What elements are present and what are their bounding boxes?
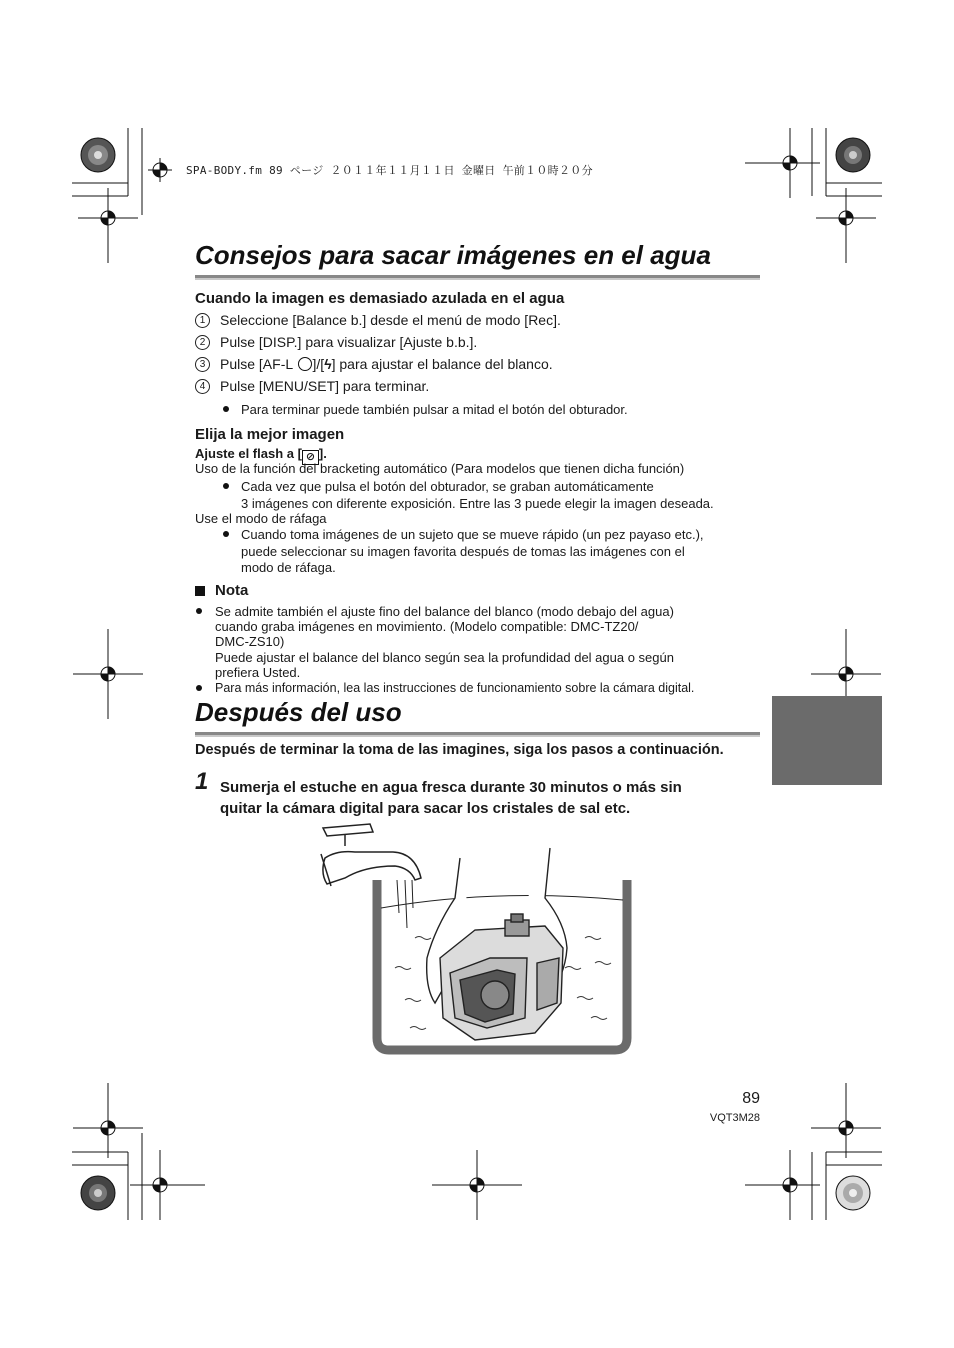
note-text: Para más información, lea las instrucciones de funcionamiento sobre la cámara digital. xyxy=(215,681,695,695)
step-instruction xyxy=(220,777,682,819)
bullet-text: Cuando toma imágenes de un sujeto que se mueve rápido (un pez payaso etc.), xyxy=(241,527,704,542)
bullet-text: modo de ráfaga. xyxy=(241,560,336,575)
bullet-icon xyxy=(196,608,202,614)
bullet-text: 3 imágenes con diferente exposición. Entre las 3 puede elegir la imagen deseada. xyxy=(241,496,714,511)
step-text-part: Pulse [AF-L xyxy=(220,356,297,372)
flash-setting-label: Ajuste el flash a [ xyxy=(195,446,302,461)
note-text: prefiera Usted. xyxy=(215,665,301,680)
step-text: Seleccione [Balance b.] desde el menú de modo [Rec]. xyxy=(220,312,561,328)
document-code: VQT3M28 xyxy=(709,1112,760,1124)
rinse-case-illustration xyxy=(315,818,635,1058)
step-instruction-line: Sumerja el estuche en agua fresca durante 30 minutos o más sin xyxy=(220,779,682,796)
bullet-text: Para terminar puede también pulsar a mitad el botón del obturador. xyxy=(241,402,628,417)
note-title: Nota xyxy=(215,582,249,599)
page-number: 89 xyxy=(742,1090,760,1107)
step-text: Pulse [DISP.] para visualizar [Ajuste b.b.]. xyxy=(220,334,478,350)
burst-text: Use el modo de ráfaga xyxy=(195,511,327,526)
bullet-icon xyxy=(223,406,229,412)
flash-icon: ϟ xyxy=(324,356,332,372)
file-header: SPA-BODY.fm 89 ページ ２０１１年１１月１１日 金曜日 午前１０時２０分 xyxy=(186,164,593,177)
flash-off-icon: ⊘ xyxy=(302,450,319,465)
step-text xyxy=(220,357,553,373)
side-tab xyxy=(772,696,882,785)
bracketing-text: Uso de la función del bracketing automático (Para modelos que tienen dicha función) xyxy=(195,461,685,476)
step-instruction-line: quitar la cámara digital para sacar los cristales de sal etc. xyxy=(220,800,631,817)
step-number: 1 xyxy=(195,313,210,328)
self-timer-icon xyxy=(298,357,312,371)
bullet-text: puede seleccionar su imagen favorita después de tomas las imágenes con el xyxy=(241,544,685,559)
note-text: Puede ajustar el balance del blanco según sea la profundidad del agua o según xyxy=(215,650,674,665)
step-number: 3 xyxy=(195,357,210,372)
note-text: DMC-ZS10) xyxy=(215,634,285,649)
flash-setting-label: ]. xyxy=(318,446,327,461)
subtitle-bluish: Cuando la imagen es demasiado azulada en el agua xyxy=(195,290,565,307)
subtitle-best-image: Elija la mejor imagen xyxy=(195,426,345,443)
step-text-part: ]/[ xyxy=(312,356,325,372)
title-rule xyxy=(195,275,760,280)
note-text: Se admite también el ajuste fino del balance del blanco (modo debajo del agua) xyxy=(215,604,674,619)
step-text-part: ] para ajustar el balance del blanco. xyxy=(331,356,553,372)
step-number-large: 1 xyxy=(195,768,209,795)
note-square-icon xyxy=(195,586,205,596)
bullet-icon xyxy=(223,531,229,537)
bullet-icon xyxy=(196,685,202,691)
after-use-intro: Después de terminar la toma de las imagines, siga los pasos a continuación. xyxy=(195,742,724,758)
step-text: Pulse [MENU/SET] para terminar. xyxy=(220,378,430,394)
bullet-text: Cada vez que pulsa el botón del obturador, se graban automáticamente xyxy=(241,479,654,494)
bullet-icon xyxy=(223,483,229,489)
section-title-tips: Consejos para sacar imágenes en el agua xyxy=(195,240,711,270)
section-title-after-use: Después del uso xyxy=(195,697,402,727)
title-rule xyxy=(195,732,760,737)
step-number: 4 xyxy=(195,379,210,394)
note-text: cuando graba imágenes en movimiento. (Modelo compatible: DMC-TZ20/ xyxy=(215,619,639,634)
step-number: 2 xyxy=(195,335,210,350)
